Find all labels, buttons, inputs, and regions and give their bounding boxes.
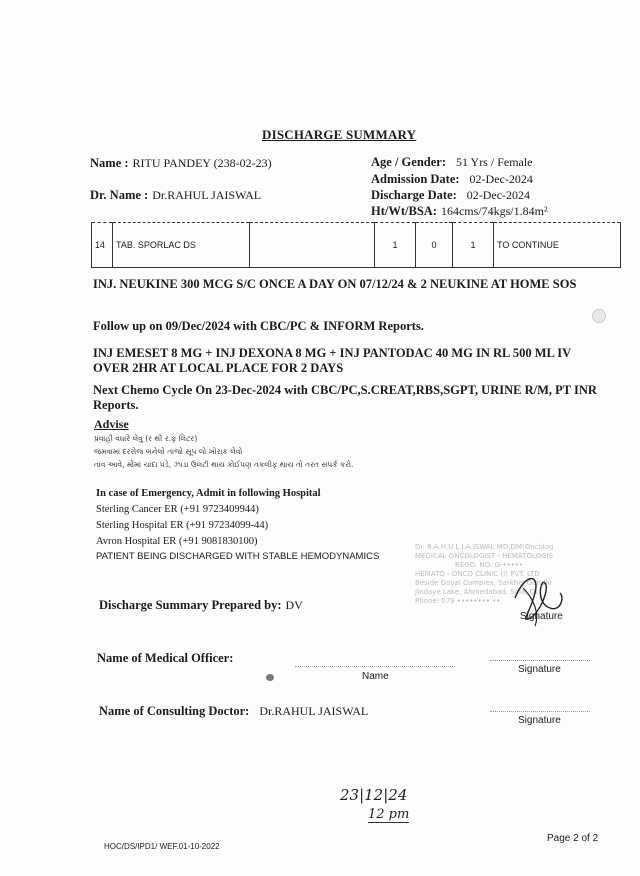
ht-wt-bsa-value: 164cms/74kgs/1.84m² [440, 204, 548, 218]
consulting-doctor-value: Dr.RAHUL JAISWAL [259, 704, 369, 718]
discharge-date-row [371, 187, 530, 203]
followup-instruction: Follow up on 09/Dec/2024 with CBC/PC & INFORM Reports. [93, 319, 424, 333]
doctor-name-row [90, 187, 261, 203]
page-title: DISCHARGE SUMMARY [262, 127, 417, 142]
stamp-line-6: Jindaye Lake, Ahmedabad. Sola, Ol [415, 588, 538, 596]
ink-spot-icon [266, 674, 274, 681]
age-gender-label: Age / Gender: [371, 155, 446, 169]
patient-name-row [90, 155, 272, 171]
emeset-instruction: INJ EMESET 8 MG + INJ DEXONA 8 MG + INJ PANTODAC 40 MG IN RL 500 ML IV OVER 2HR AT LOCAL PLACE FOR 2 DAYS [93, 346, 571, 375]
emergency-heading: In case of Emergency, Admit in following Hospital [96, 488, 321, 499]
med-remark-cell: TO CONTINUE [494, 223, 621, 268]
consulting-signature-line [490, 711, 590, 712]
advise-heading: Advise [94, 417, 129, 431]
consulting-doctor-label: Name of Consulting Doctor: [99, 704, 250, 718]
doctor-name-label: Dr. Name : [90, 188, 149, 202]
stamp-line-3: REGD. NO. G-••••• [455, 561, 524, 569]
stamp-line-2: MEDICAL ONCOLOGIST - HEMATOLOGIS [415, 552, 554, 560]
med-drug-cell: TAB. SPORLAC DS [113, 223, 250, 268]
prepared-by-value: DV [285, 598, 303, 612]
doctor-name-value: Dr.RAHUL JAISWAL [152, 188, 262, 202]
discharge-date-value: 02-Dec-2024 [466, 188, 531, 202]
med-sr-cell: 14 [92, 223, 113, 268]
signature-label-prepared: Signature [520, 611, 563, 622]
handwritten-time: 12 pm [368, 807, 410, 822]
advise-line-3: તાવ આવે, મોંમાં ચાંદા પડે, ઝાડા ઉલટી થાય કોઈપણ તકલીફ થાય તો તરત સંપર્ક કરો. [94, 460, 354, 469]
signature-label-medical-officer: Signature [518, 664, 561, 675]
table-row [92, 223, 621, 268]
patient-name-value: RITU PANDEY (238-02-23) [132, 156, 272, 170]
med-afternoon-cell: 0 [416, 223, 453, 268]
hospital-contact-2: Sterling Hospital ER (+91 97234099-44) [96, 520, 269, 531]
signature-label-consulting: Signature [518, 715, 561, 726]
medical-officer-name-line [295, 666, 455, 667]
hospital-contact-3: Avron Hospital ER (+91 9081830100) [96, 536, 258, 547]
advise-line-1: પ્રવાહી વધારે લેવુ (ર થી ર.ફ લિટર) [94, 434, 198, 443]
discharge-status: PATIENT BEING DISCHARGED WITH STABLE HEMODYNAMICS [96, 551, 380, 562]
patient-name-label: Name : [90, 156, 129, 170]
chemo-instruction: Next Chemo Cycle On 23-Dec-2024 with CBC/PC,S.CREAT,RBS,SGPT, URINE R/M, PT INR Reports. [93, 383, 597, 412]
neukine-instruction: INJ. NEUKINE 300 MCG S/C ONCE A DAY ON 07/12/24 & 2 NEUKINE AT HOME SOS [93, 277, 577, 291]
consulting-doctor-row [99, 703, 368, 719]
med-morning-cell: 1 [375, 223, 416, 268]
stamp-line-7: Phone: 079 •••••••• •• [415, 597, 501, 605]
age-gender-row [371, 154, 533, 170]
admission-date-label: Admission Date: [371, 172, 460, 186]
hospital-contact-1: Sterling Cancer ER (+91 9723409944) [96, 504, 259, 515]
med-dose-cell [250, 223, 375, 268]
medical-officer-label: Name of Medical Officer: [97, 651, 234, 665]
form-code: HOC/DS/IPD1/ WEF.01-10-2022 [104, 842, 220, 851]
advise-line-2: જમવામાં દરરોજ બનેલો તાજો સૂપ લો ખોરાક લેવો [94, 447, 243, 456]
ht-wt-bsa-label: Ht/Wt/BSA: [371, 204, 437, 218]
stamp-line-5: Beside Goyal Complex, Sarkhej Gandhi [415, 579, 552, 587]
name-label: Name [362, 671, 389, 682]
ht-wt-bsa-row [371, 203, 548, 219]
admission-date-value: 02-Dec-2024 [469, 172, 533, 186]
medication-table [91, 222, 621, 268]
stamp-line-1: Dr. R.A.H.U.L J.A.ISWAL MD,DM(Oncolog [415, 543, 554, 551]
page-number: Page 2 of 2 [547, 833, 599, 844]
discharge-date-label: Discharge Date: [371, 188, 457, 202]
admission-date-row [371, 171, 533, 187]
medical-officer-signature-line [490, 660, 590, 661]
punch-hole-icon [592, 309, 606, 323]
stamp-line-4: HEMATO - ONCO CLINIC (I) PVT. LTD [415, 570, 540, 578]
handwritten-date: 23|12|24 [340, 786, 408, 804]
prepared-by-label: Discharge Summary Prepared by: [99, 598, 282, 612]
age-gender-value: 51 Yrs / Female [455, 155, 533, 169]
prepared-by-row [99, 597, 303, 613]
med-night-cell: 1 [453, 223, 494, 268]
